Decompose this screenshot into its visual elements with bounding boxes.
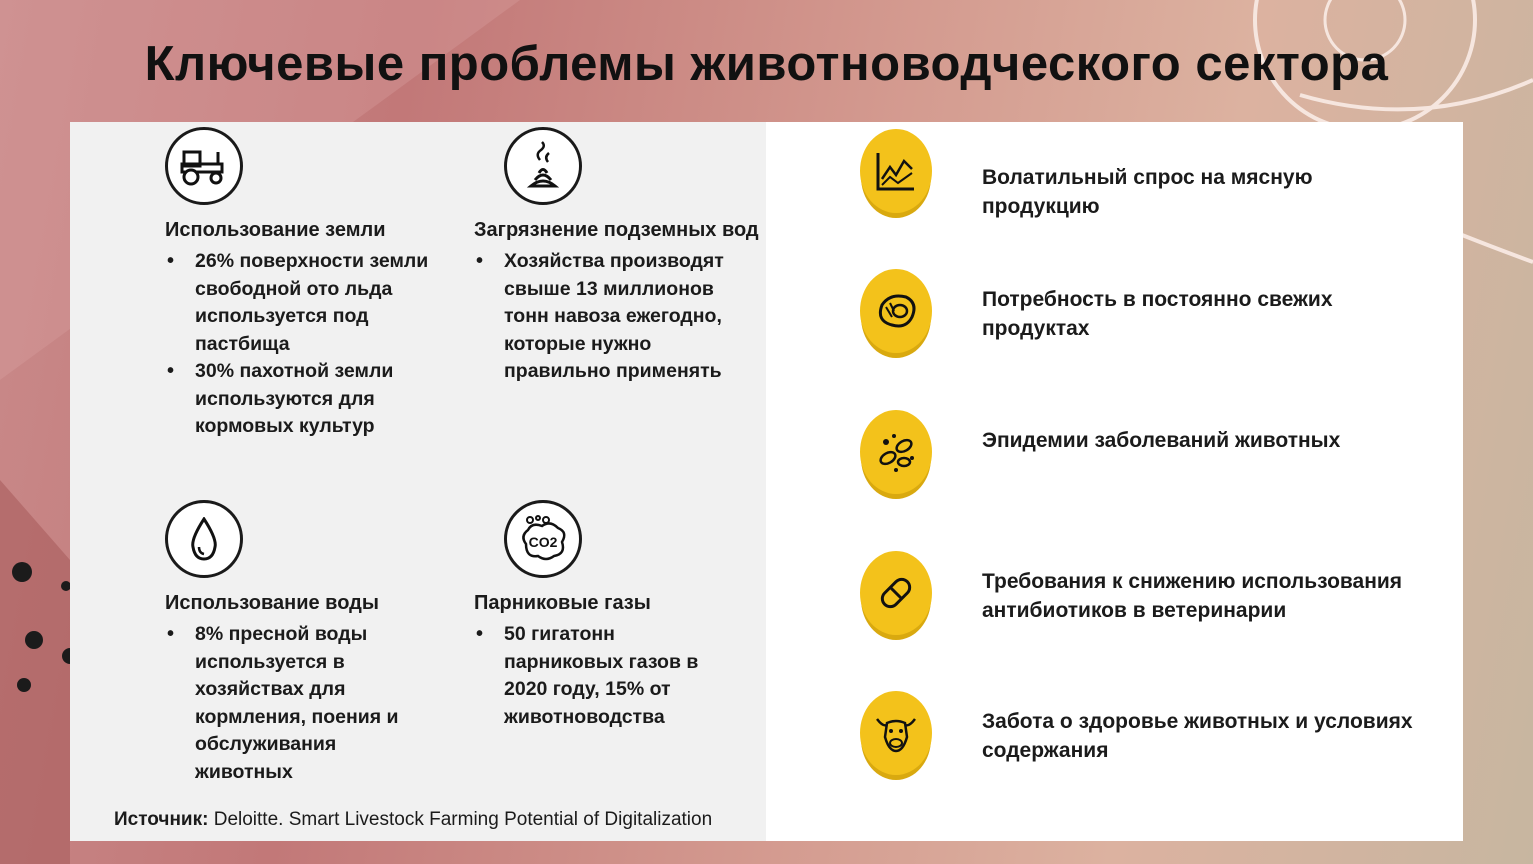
cow-icon (860, 691, 932, 775)
source-citation (114, 809, 712, 831)
bullet-item: • Хозяйства производят свыше 13 миллионов тонн навоза ежегодно, которые нужно правильно применять (474, 248, 759, 386)
bullet-item: • 26% поверхности земли свободной ото льда используется под пастбища (165, 248, 435, 358)
issue-groundwater (474, 127, 764, 386)
bullet-item: • 8% пресной воды используется в хозяйствах для кормления, поения и обслуживания животных (165, 621, 425, 786)
issue-title: Использование воды (165, 592, 379, 614)
issue-bullets (165, 621, 465, 786)
factor-label: Забота о здоровье животных и условиях содержания (982, 710, 1413, 762)
water-drop-icon (165, 500, 243, 578)
issue-land-use (165, 127, 465, 441)
source-text: Deloitte. Smart Livestock Farming Potential of Digitalization (208, 809, 713, 830)
issue-title: Загрязнение подземных вод (474, 219, 759, 241)
issue-title: Парниковые газы (474, 592, 651, 614)
tractor-icon (165, 127, 243, 205)
issue-bullets (474, 248, 764, 386)
factor-item (860, 551, 1440, 637)
issue-greenhouse-gases (474, 500, 764, 731)
factor-label: Эпидемии заболеваний животных (982, 429, 1341, 452)
meat-icon (860, 269, 932, 353)
issue-title: Использование земли (165, 219, 386, 241)
manure-icon (504, 127, 582, 205)
co2-label: CO2 (528, 534, 558, 550)
content-card (70, 122, 1463, 841)
co2-icon (504, 500, 582, 578)
factor-item (860, 691, 1440, 777)
chart-trend-icon (860, 129, 932, 213)
bacteria-icon (860, 410, 932, 494)
market-factors-panel (766, 122, 1463, 841)
factor-item (860, 129, 1440, 218)
bullet-item: • 50 гигатонн парниковых газов в 2020 году, 15% от животноводства (474, 621, 704, 731)
pill-icon (860, 551, 932, 635)
factor-item (860, 410, 1440, 496)
source-label: Источник: (114, 809, 209, 830)
slide-title: Ключевые проблемы животноводческого сектора (144, 37, 1389, 91)
factor-item (860, 269, 1440, 355)
factor-label: Требования к снижению использования антибиотиков в ветеринарии (982, 570, 1403, 622)
issue-bullets (474, 621, 764, 731)
environmental-issues-panel (70, 122, 766, 841)
issue-water-use (165, 500, 465, 786)
bullet-item: • 30% пахотной земли используются для кормовых культур (165, 358, 415, 441)
issue-bullets (165, 248, 465, 441)
factor-label: Волатильный спрос на мясную продукцию (982, 166, 1313, 218)
factor-label: Потребность в постоянно свежих продуктах (982, 288, 1333, 340)
